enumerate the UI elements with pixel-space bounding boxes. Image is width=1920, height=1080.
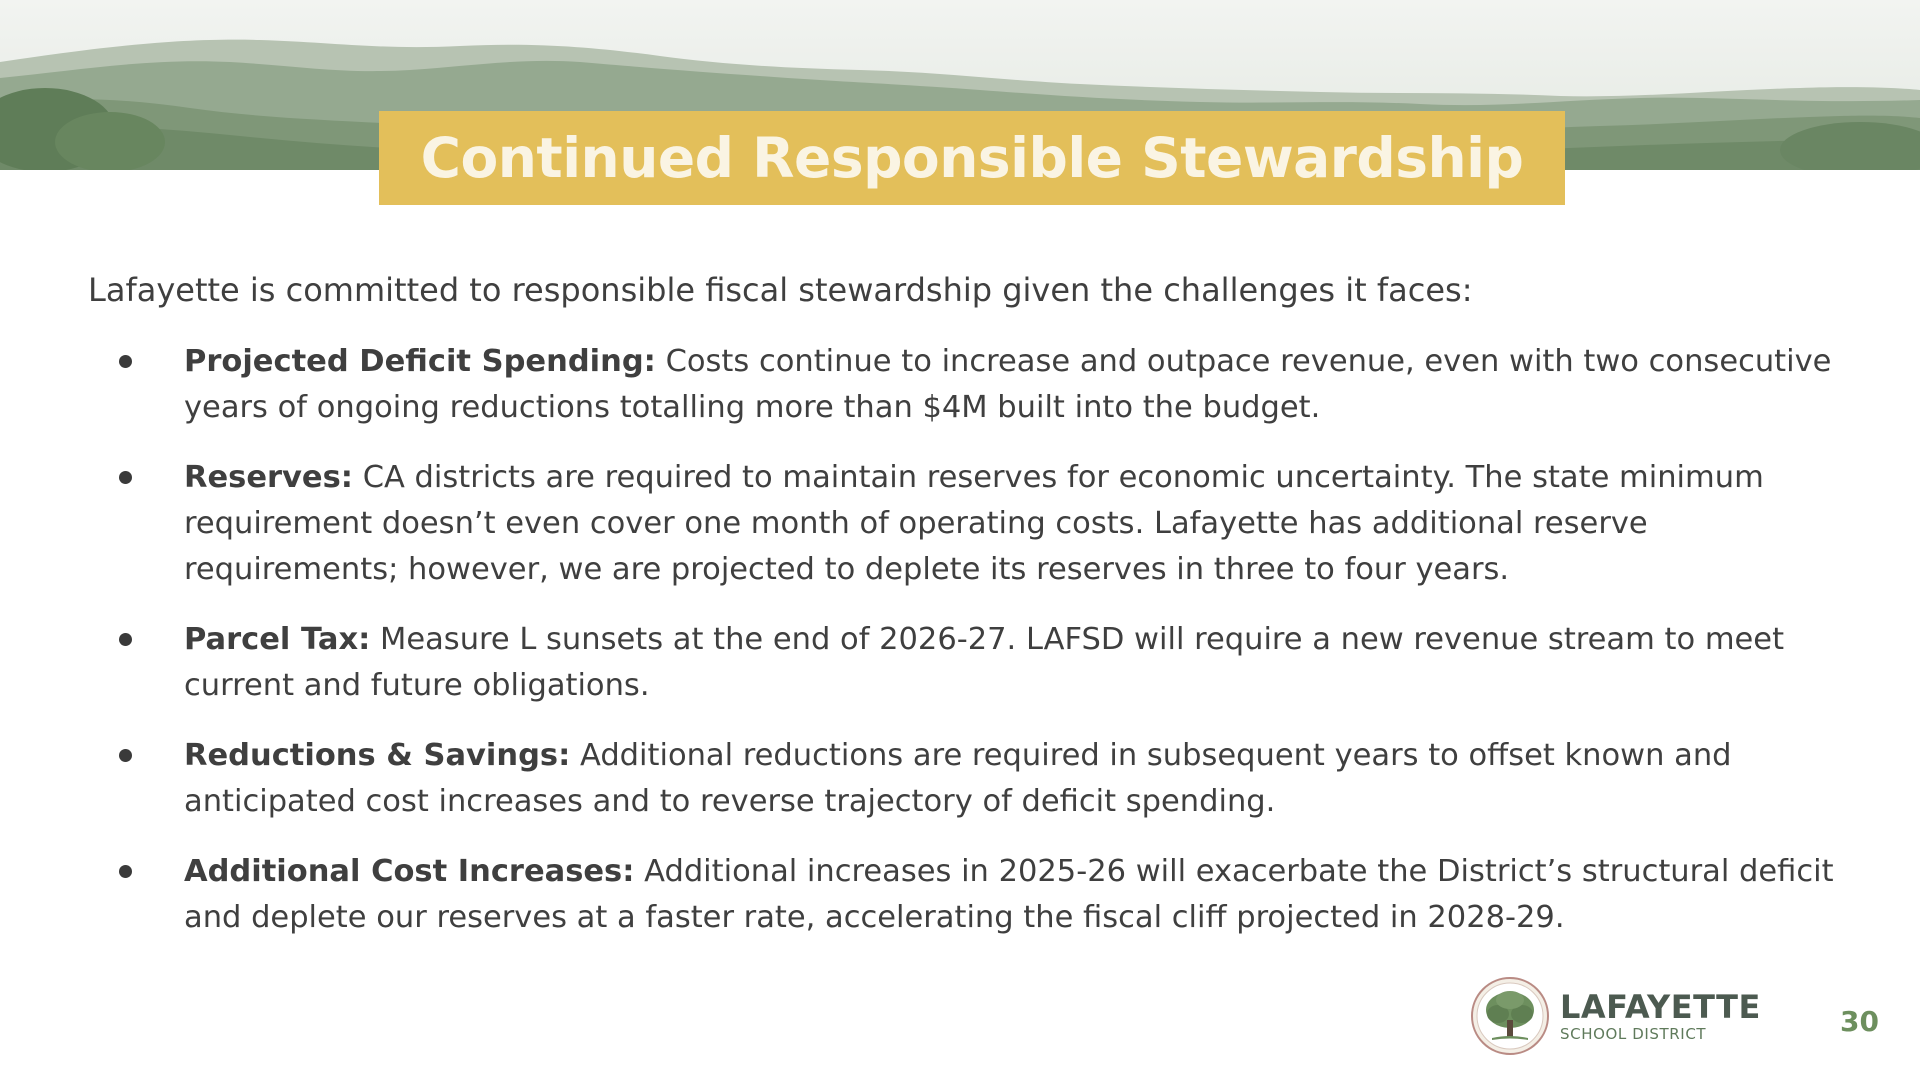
title-bar: [379, 111, 1565, 205]
bullet-heading: Reductions & Savings:: [184, 738, 571, 773]
district-logo: [1470, 975, 1761, 1057]
bullet-dot-icon: [119, 749, 132, 762]
bullet-additional-cost-increases: [0, 849, 1920, 941]
bullet-parcel-tax: [0, 617, 1920, 709]
oak-tree-seal-icon: [1470, 976, 1550, 1056]
bullet-text: [184, 733, 1834, 825]
bullet-body: Measure L sunsets at the end of 2026-27. LAFSD will require a new revenue stream to meet current and future obligations.: [184, 622, 1785, 703]
bullet-body: CA districts are required to maintain reserves for economic uncertainty. The state minimum requirement doesn’t even cover one month of operating costs. Lafayette has additional reserve requirements; however, we are projected to deplete its reserves in three to four years.: [184, 460, 1764, 587]
bullet-list: [0, 339, 1920, 965]
bullet-text: [184, 849, 1834, 941]
logo-name: LAFAYETTE: [1560, 988, 1761, 1026]
logo-subtitle: SCHOOL DISTRICT: [1560, 1025, 1707, 1043]
bullet-heading: Reserves:: [184, 460, 353, 495]
bullet-dot-icon: [119, 471, 132, 484]
bullet-heading: Parcel Tax:: [184, 622, 371, 657]
slide-title: Continued Responsible Stewardship: [420, 126, 1524, 190]
bullet-body: Additional reductions are required in subsequent years to offset known and anticipated cost increases and to reverse trajectory of deficit spending.: [184, 738, 1732, 819]
bullet-dot-icon: [119, 355, 132, 368]
bullet-reserves: [0, 455, 1920, 593]
bullet-text: [184, 617, 1834, 709]
intro-text: Lafayette is committed to responsible fiscal stewardship given the challenges it faces:: [88, 271, 1473, 309]
bullet-text: [184, 455, 1834, 593]
bullet-dot-icon: [119, 633, 132, 646]
bullet-heading: Projected Deficit Spending:: [184, 344, 656, 379]
bullet-projected-deficit-spending: [0, 339, 1920, 431]
bullet-body: Costs continue to increase and outpace revenue, even with two consecutive years of ongoing reductions totalling more than $4M built into the budget.: [184, 344, 1832, 425]
page-number: 30: [1840, 1005, 1879, 1038]
bullet-heading: Additional Cost Increases:: [184, 854, 635, 889]
bullet-body: Additional increases in 2025-26 will exacerbate the District’s structural deficit and deplete our reserves at a faster rate, accelerating the fiscal cliff projected in 2028-29.: [184, 854, 1834, 935]
bullet-reductions-savings: [0, 733, 1920, 825]
bullet-dot-icon: [119, 865, 132, 878]
bullet-text: [184, 339, 1834, 431]
